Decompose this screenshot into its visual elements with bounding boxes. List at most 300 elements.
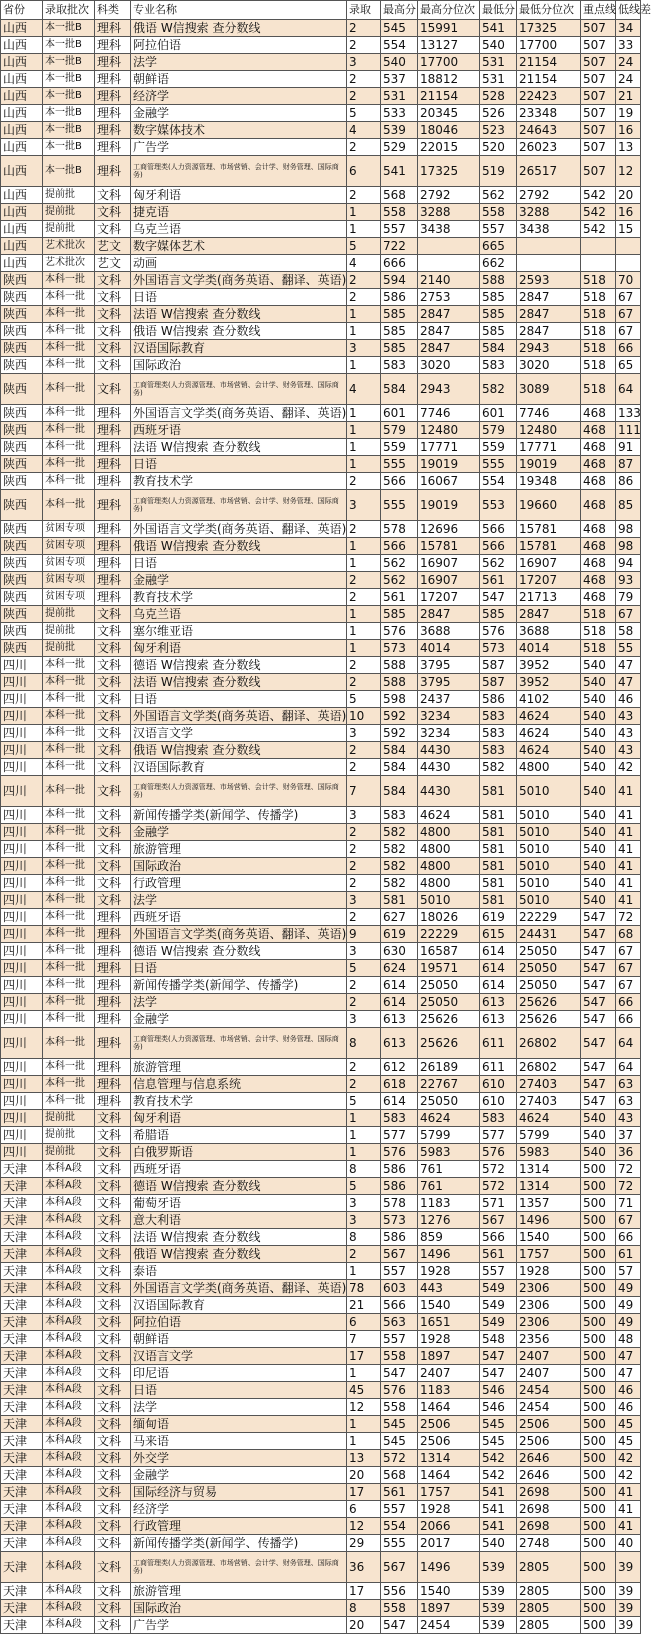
cell-province: 天津: [1, 1552, 43, 1583]
cell-min-score: 562: [480, 187, 517, 204]
cell-line-diff: 36: [616, 1144, 641, 1161]
cell-category: 文科: [95, 1399, 131, 1416]
cell-batch: 本科一批: [43, 422, 95, 439]
cell-admitted: 1: [347, 640, 381, 657]
cell-max-score: 585: [381, 306, 418, 323]
cell-min-score: 531: [480, 54, 517, 71]
cell-key-line: 518: [581, 357, 616, 374]
cell-province: 陕西: [1, 473, 43, 490]
cell-max-rank: 25050: [418, 994, 480, 1011]
cell-key-line: 507: [581, 105, 616, 122]
cell-key-line: 540: [581, 691, 616, 708]
cell-max-rank: 2140: [418, 272, 480, 289]
cell-line-diff: 64: [616, 1028, 641, 1059]
cell-category: 文科: [95, 875, 131, 892]
cell-line-diff: 66: [616, 1229, 641, 1246]
table-row: [1, 1161, 641, 1178]
cell-min-rank: 26517: [517, 156, 581, 187]
cell-province: 四川: [1, 841, 43, 858]
cell-line-diff: 67: [616, 943, 641, 960]
cell-province: 四川: [1, 960, 43, 977]
cell-max-score: 577: [381, 1127, 418, 1144]
cell-province: 陕西: [1, 606, 43, 623]
cell-min-score: 615: [480, 926, 517, 943]
cell-max-rank: 2847: [418, 606, 480, 623]
cell-line-diff: 13: [616, 139, 641, 156]
cell-major: 新闻传播学类(新闻学、传播学): [131, 1535, 347, 1552]
cell-batch: 本科A段: [43, 1518, 95, 1535]
cell-batch: 本科一批: [43, 1076, 95, 1093]
cell-min-rank: 25050: [517, 943, 581, 960]
table-row: [1, 1144, 641, 1161]
cell-max-score: 722: [381, 238, 418, 255]
cell-category: 文科: [95, 323, 131, 340]
cell-max-rank: 22015: [418, 139, 480, 156]
cell-batch: 本科A段: [43, 1297, 95, 1314]
cell-key-line: 540: [581, 1127, 616, 1144]
cell-min-rank: 24431: [517, 926, 581, 943]
cell-line-diff: 111: [616, 422, 641, 439]
cell-admitted: 1: [347, 439, 381, 456]
cell-admitted: 2: [347, 473, 381, 490]
cell-max-score: 584: [381, 759, 418, 776]
cell-major: 法学: [131, 892, 347, 909]
cell-major: 外国语言文学类(商务英语、翻译、英语): [131, 926, 347, 943]
cell-admitted: 8: [347, 1028, 381, 1059]
cell-min-rank: 2847: [517, 606, 581, 623]
cell-major: 外国语言文学类(商务英语、翻译、英语): [131, 272, 347, 289]
cell-admitted: 2: [347, 20, 381, 37]
cell-major: 金融学: [131, 824, 347, 841]
cell-category: 文科: [95, 640, 131, 657]
table-row: [1, 1212, 641, 1229]
cell-min-rank: 1496: [517, 1212, 581, 1229]
cell-min-score: 610: [480, 1076, 517, 1093]
cell-major: 行政管理: [131, 875, 347, 892]
cell-key-line: 500: [581, 1212, 616, 1229]
table-row: [1, 1501, 641, 1518]
cell-admitted: 2: [347, 37, 381, 54]
cell-line-diff: 67: [616, 977, 641, 994]
cell-category: 文科: [95, 1484, 131, 1501]
cell-category: 文科: [95, 340, 131, 357]
cell-batch: 艺术批次: [43, 238, 95, 255]
cell-key-line: 500: [581, 1518, 616, 1535]
cell-major: 阿拉伯语: [131, 37, 347, 54]
cell-category: 理科: [95, 926, 131, 943]
cell-major: 意大利语: [131, 1212, 347, 1229]
cell-major: 经济学: [131, 88, 347, 105]
table-row: [1, 538, 641, 555]
cell-category: 文科: [95, 1382, 131, 1399]
cell-min-score: 581: [480, 824, 517, 841]
cell-min-score: 539: [480, 1583, 517, 1600]
cell-key-line: 540: [581, 875, 616, 892]
cell-category: 理科: [95, 473, 131, 490]
cell-major: 阿拉伯语: [131, 1314, 347, 1331]
cell-province: 四川: [1, 691, 43, 708]
cell-key-line: 547: [581, 977, 616, 994]
cell-max-score: 566: [381, 473, 418, 490]
cell-line-diff: 63: [616, 1093, 641, 1110]
cell-max-rank: 4624: [418, 807, 480, 824]
cell-max-rank: 21154: [418, 88, 480, 105]
cell-min-score: 572: [480, 1178, 517, 1195]
cell-admitted: 1: [347, 357, 381, 374]
cell-admitted: 1: [347, 1416, 381, 1433]
cell-max-score: 585: [381, 323, 418, 340]
cell-line-diff: 41: [616, 875, 641, 892]
cell-province: 山西: [1, 187, 43, 204]
cell-admitted: 5: [347, 238, 381, 255]
cell-max-score: 583: [381, 357, 418, 374]
cell-max-rank: [418, 238, 480, 255]
cell-category: 理科: [95, 71, 131, 88]
cell-admitted: 4: [347, 374, 381, 405]
cell-admitted: 2: [347, 674, 381, 691]
cell-max-score: 581: [381, 892, 418, 909]
cell-admitted: 3: [347, 1212, 381, 1229]
cell-category: 文科: [95, 1246, 131, 1263]
table-row: [1, 742, 641, 759]
cell-batch: 本科A段: [43, 1535, 95, 1552]
table-row: [1, 1399, 641, 1416]
cell-line-diff: 40: [616, 1535, 641, 1552]
cell-batch: 提前批: [43, 221, 95, 238]
cell-category: 文科: [95, 1600, 131, 1617]
cell-min-score: 613: [480, 1011, 517, 1028]
cell-max-score: 614: [381, 977, 418, 994]
cell-key-line: 468: [581, 456, 616, 473]
cell-line-diff: 94: [616, 555, 641, 572]
table-row: [1, 54, 641, 71]
cell-batch: 本科一批: [43, 657, 95, 674]
cell-line-diff: 67: [616, 606, 641, 623]
cell-major: 日语: [131, 456, 347, 473]
table-body: [1, 20, 641, 1634]
cell-major: 乌克兰语: [131, 221, 347, 238]
cell-admitted: 5: [347, 105, 381, 122]
cell-major: 俄语 W信搜索 查分数线: [131, 1246, 347, 1263]
cell-admitted: 2: [347, 1246, 381, 1263]
cell-admitted: 6: [347, 1314, 381, 1331]
cell-min-score: 549: [480, 1314, 517, 1331]
table-row: [1, 306, 641, 323]
cell-min-rank: 1314: [517, 1161, 581, 1178]
cell-key-line: 500: [581, 1467, 616, 1484]
cell-min-rank: 19660: [517, 490, 581, 521]
cell-line-diff: 33: [616, 37, 641, 54]
cell-max-rank: 1757: [418, 1484, 480, 1501]
cell-max-score: 567: [381, 1246, 418, 1263]
cell-max-score: 555: [381, 456, 418, 473]
cell-min-score: 584: [480, 340, 517, 357]
cell-min-rank: 5010: [517, 807, 581, 824]
cell-major: 教育技术学: [131, 589, 347, 606]
cell-min-rank: 22423: [517, 88, 581, 105]
cell-min-rank: 3288: [517, 204, 581, 221]
cell-min-rank: 4624: [517, 708, 581, 725]
table-row: [1, 473, 641, 490]
cell-category: 文科: [95, 824, 131, 841]
cell-category: 文科: [95, 691, 131, 708]
cell-max-score: 568: [381, 187, 418, 204]
cell-min-rank: 4102: [517, 691, 581, 708]
cell-min-score: 540: [480, 1535, 517, 1552]
cell-admitted: 3: [347, 807, 381, 824]
cell-batch: 本科一批: [43, 742, 95, 759]
cell-key-line: 500: [581, 1583, 616, 1600]
cell-max-rank: 4800: [418, 875, 480, 892]
cell-province: 陕西: [1, 555, 43, 572]
cell-category: 理科: [95, 589, 131, 606]
cell-major: 金融学: [131, 1467, 347, 1484]
cell-min-rank: 7746: [517, 405, 581, 422]
cell-line-diff: 87: [616, 456, 641, 473]
cell-max-score: 576: [381, 1144, 418, 1161]
cell-max-rank: 4624: [418, 1110, 480, 1127]
cell-admitted: 2: [347, 139, 381, 156]
cell-major: 旅游管理: [131, 841, 347, 858]
cell-key-line: 500: [581, 1280, 616, 1297]
cell-min-rank: 25050: [517, 977, 581, 994]
cell-max-score: 594: [381, 272, 418, 289]
cell-max-rank: 2943: [418, 374, 480, 405]
cell-major: 国际政治: [131, 1600, 347, 1617]
cell-admitted: 2: [347, 71, 381, 88]
cell-max-rank: 1464: [418, 1467, 480, 1484]
cell-batch: 本科A段: [43, 1450, 95, 1467]
cell-key-line: 468: [581, 555, 616, 572]
cell-min-score: 547: [480, 1365, 517, 1382]
cell-province: 陕西: [1, 289, 43, 306]
cell-major: 法学: [131, 1399, 347, 1416]
cell-max-rank: 1928: [418, 1501, 480, 1518]
cell-min-score: 547: [480, 1348, 517, 1365]
cell-min-rank: 2593: [517, 272, 581, 289]
cell-province: 山西: [1, 88, 43, 105]
cell-admitted: 3: [347, 340, 381, 357]
cell-major: 工商管理类(人力资源管理、市场营销、会计学、财务管理、国际商务): [131, 490, 347, 521]
cell-batch: 本科A段: [43, 1348, 95, 1365]
cell-admitted: 2: [347, 909, 381, 926]
cell-major: 马来语: [131, 1433, 347, 1450]
cell-line-diff: 16: [616, 122, 641, 139]
cell-batch: 本科A段: [43, 1280, 95, 1297]
cell-max-rank: 2437: [418, 691, 480, 708]
cell-min-rank: 2454: [517, 1382, 581, 1399]
cell-province: 天津: [1, 1467, 43, 1484]
cell-major: 法学: [131, 54, 347, 71]
cell-max-score: 563: [381, 1314, 418, 1331]
cell-key-line: 547: [581, 926, 616, 943]
cell-major: 法语 W信搜索 查分数线: [131, 306, 347, 323]
cell-max-score: 614: [381, 1093, 418, 1110]
cell-line-diff: 66: [616, 1011, 641, 1028]
cell-max-rank: 1464: [418, 1399, 480, 1416]
cell-province: 天津: [1, 1600, 43, 1617]
cell-admitted: 12: [347, 1518, 381, 1535]
cell-line-diff: 41: [616, 776, 641, 807]
cell-max-score: 558: [381, 204, 418, 221]
cell-batch: 本科一批: [43, 875, 95, 892]
cell-major: 西班牙语: [131, 1161, 347, 1178]
table-row: [1, 1178, 641, 1195]
cell-max-score: 539: [381, 122, 418, 139]
table-row: [1, 1450, 641, 1467]
cell-line-diff: 41: [616, 1518, 641, 1535]
cell-max-rank: 25050: [418, 1093, 480, 1110]
cell-max-rank: 5983: [418, 1144, 480, 1161]
cell-province: 天津: [1, 1617, 43, 1634]
header-key-line: 重点线: [581, 1, 616, 20]
cell-province: 四川: [1, 1076, 43, 1093]
cell-key-line: 518: [581, 340, 616, 357]
cell-admitted: 4: [347, 122, 381, 139]
cell-max-score: 579: [381, 422, 418, 439]
cell-min-score: 541: [480, 1518, 517, 1535]
header-min-score: 最低分: [480, 1, 517, 20]
cell-min-rank: 17700: [517, 37, 581, 54]
cell-max-score: 566: [381, 538, 418, 555]
cell-key-line: 542: [581, 204, 616, 221]
cell-key-line: 468: [581, 589, 616, 606]
cell-min-rank: 4014: [517, 640, 581, 657]
cell-major: 金融学: [131, 572, 347, 589]
cell-admitted: 1: [347, 1144, 381, 1161]
cell-province: 四川: [1, 708, 43, 725]
cell-key-line: 547: [581, 994, 616, 1011]
cell-category: 文科: [95, 776, 131, 807]
cell-min-rank: 2407: [517, 1365, 581, 1382]
cell-max-score: 557: [381, 1501, 418, 1518]
cell-max-rank: 17771: [418, 439, 480, 456]
cell-key-line: 518: [581, 289, 616, 306]
cell-major: 经济学: [131, 1501, 347, 1518]
cell-batch: 本科一批: [43, 759, 95, 776]
cell-major: 德语 W信搜索 查分数线: [131, 1178, 347, 1195]
cell-key-line: 542: [581, 187, 616, 204]
cell-batch: 贫困专项: [43, 521, 95, 538]
cell-max-score: 630: [381, 943, 418, 960]
cell-admitted: 1: [347, 1110, 381, 1127]
cell-admitted: 1: [347, 606, 381, 623]
cell-province: 陕西: [1, 357, 43, 374]
cell-min-score: 581: [480, 841, 517, 858]
cell-category: 理科: [95, 439, 131, 456]
cell-province: 山西: [1, 238, 43, 255]
cell-max-rank: 2017: [418, 1535, 480, 1552]
cell-line-diff: 58: [616, 623, 641, 640]
cell-max-rank: 17325: [418, 156, 480, 187]
cell-batch: 本科一批: [43, 841, 95, 858]
cell-category: 文科: [95, 1583, 131, 1600]
cell-line-diff: 19: [616, 105, 641, 122]
cell-min-score: 614: [480, 977, 517, 994]
cell-batch: 本科A段: [43, 1246, 95, 1263]
cell-admitted: 2: [347, 824, 381, 841]
cell-key-line: 500: [581, 1263, 616, 1280]
cell-admitted: 2: [347, 572, 381, 589]
cell-max-score: 598: [381, 691, 418, 708]
cell-key-line: 540: [581, 742, 616, 759]
cell-line-diff: 39: [616, 1552, 641, 1583]
cell-batch: 本科一批: [43, 892, 95, 909]
cell-max-rank: 3288: [418, 204, 480, 221]
cell-min-rank: 17325: [517, 20, 581, 37]
cell-batch: 艺术批次: [43, 255, 95, 272]
cell-province: 天津: [1, 1450, 43, 1467]
cell-min-score: 542: [480, 1450, 517, 1467]
cell-max-score: 567: [381, 1552, 418, 1583]
table-row: [1, 122, 641, 139]
cell-line-diff: 47: [616, 657, 641, 674]
cell-key-line: 547: [581, 1011, 616, 1028]
table-row: [1, 1535, 641, 1552]
cell-province: 山西: [1, 105, 43, 122]
cell-max-score: 555: [381, 490, 418, 521]
cell-max-score: 547: [381, 1365, 418, 1382]
cell-batch: 本科A段: [43, 1263, 95, 1280]
cell-key-line: 507: [581, 88, 616, 105]
cell-admitted: 1: [347, 1263, 381, 1280]
cell-max-score: 541: [381, 156, 418, 187]
cell-batch: 本科一批: [43, 824, 95, 841]
cell-province: 四川: [1, 1127, 43, 1144]
cell-category: 文科: [95, 807, 131, 824]
cell-min-score: 588: [480, 272, 517, 289]
cell-max-score: 562: [381, 572, 418, 589]
cell-min-rank: 25626: [517, 994, 581, 1011]
cell-key-line: 540: [581, 841, 616, 858]
cell-min-rank: 22229: [517, 909, 581, 926]
cell-key-line: 500: [581, 1600, 616, 1617]
cell-batch: 本科A段: [43, 1617, 95, 1634]
cell-admitted: 20: [347, 1617, 381, 1634]
cell-major: 塞尔维亚语: [131, 623, 347, 640]
cell-category: 文科: [95, 708, 131, 725]
table-row: [1, 1518, 641, 1535]
cell-major: 日语: [131, 960, 347, 977]
cell-major: 工商管理类(人力资源管理、市场营销、会计学、财务管理、国际商务): [131, 776, 347, 807]
cell-max-score: 555: [381, 1535, 418, 1552]
table-row: [1, 691, 641, 708]
cell-max-score: 540: [381, 54, 418, 71]
cell-min-rank: 2748: [517, 1535, 581, 1552]
cell-min-score: 611: [480, 1059, 517, 1076]
cell-batch: 本科A段: [43, 1399, 95, 1416]
cell-province: 山西: [1, 71, 43, 88]
cell-line-diff: 45: [616, 1416, 641, 1433]
cell-max-rank: 22229: [418, 926, 480, 943]
cell-line-diff: 72: [616, 1161, 641, 1178]
cell-max-rank: 1897: [418, 1348, 480, 1365]
cell-admitted: 6: [347, 1501, 381, 1518]
cell-min-score: 539: [480, 1600, 517, 1617]
cell-min-rank: 2847: [517, 306, 581, 323]
cell-major: 缅甸语: [131, 1416, 347, 1433]
cell-line-diff: 39: [616, 1600, 641, 1617]
cell-line-diff: 46: [616, 1399, 641, 1416]
cell-category: 文科: [95, 1433, 131, 1450]
cell-major: 葡萄牙语: [131, 1195, 347, 1212]
cell-key-line: 500: [581, 1416, 616, 1433]
table-row: [1, 960, 641, 977]
cell-max-score: 559: [381, 439, 418, 456]
cell-batch: 本科一批: [43, 473, 95, 490]
cell-province: 陕西: [1, 538, 43, 555]
cell-key-line: 540: [581, 824, 616, 841]
